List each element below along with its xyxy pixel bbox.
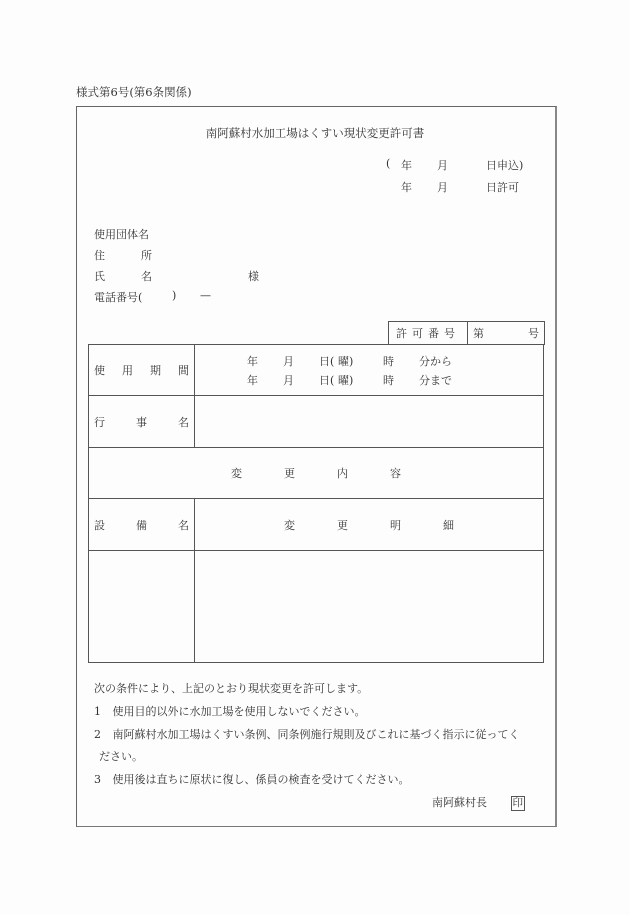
header-char: 明 bbox=[390, 518, 401, 532]
usage-period-row bbox=[89, 345, 544, 396]
change-details-header bbox=[195, 499, 544, 551]
name-label-char: 氏 bbox=[94, 270, 105, 283]
change-details-field[interactable] bbox=[195, 551, 544, 663]
from-weekday: 曜) bbox=[338, 354, 354, 368]
permit-number-box bbox=[388, 321, 545, 345]
event-name-row bbox=[89, 396, 544, 448]
to-weekday: 曜) bbox=[338, 373, 354, 387]
event-name-field[interactable] bbox=[195, 396, 544, 448]
header-char: 更 bbox=[337, 518, 348, 532]
to-minute: 分まで bbox=[419, 373, 452, 387]
header-char: 細 bbox=[443, 518, 454, 532]
change-contents-header-row bbox=[89, 448, 544, 499]
usage-period-label bbox=[89, 345, 195, 396]
condition-item-2-continued: ださい。 bbox=[99, 750, 143, 763]
address-label-char: 住 bbox=[94, 249, 105, 262]
phone-label bbox=[94, 289, 211, 305]
label-char: 名 bbox=[178, 415, 189, 429]
to-year: 年 bbox=[247, 373, 258, 387]
phone-close-paren: ) bbox=[172, 289, 177, 302]
equipment-name-label bbox=[89, 499, 195, 551]
permission-month: 月 bbox=[437, 181, 448, 194]
condition-item-1 bbox=[94, 703, 366, 719]
to-month: 月 bbox=[283, 373, 294, 387]
condition-text: 使用目的以外に水加工場を使用しないでください。 bbox=[112, 705, 366, 718]
condition-item-3 bbox=[94, 771, 410, 787]
name-label-char: 名 bbox=[141, 270, 152, 283]
from-year: 年 bbox=[247, 354, 258, 368]
header-char: 容 bbox=[390, 467, 401, 480]
application-date bbox=[386, 157, 524, 172]
permission-day: 日許可 bbox=[486, 181, 519, 194]
from-month: 月 bbox=[283, 354, 294, 368]
usage-period-value[interactable] bbox=[195, 345, 544, 396]
change-contents-header bbox=[89, 448, 544, 499]
from-minute: 分から bbox=[419, 354, 452, 368]
permission-year: 年 bbox=[401, 181, 412, 194]
equipment-name-field[interactable] bbox=[89, 551, 195, 663]
document-title: 南阿蘇村水加工場はくすい現状変更許可書 bbox=[205, 126, 425, 140]
from-hour: 時 bbox=[383, 354, 394, 368]
application-day: 日申込) bbox=[486, 159, 524, 172]
header-char: 変 bbox=[284, 518, 295, 532]
period-from bbox=[195, 351, 543, 370]
name-label bbox=[94, 268, 259, 284]
address-label-char: 所 bbox=[141, 249, 152, 262]
header-char: 内 bbox=[337, 467, 348, 480]
label-char: 期 bbox=[150, 364, 161, 377]
permit-number-value bbox=[468, 322, 544, 345]
to-day: 日( bbox=[319, 373, 335, 387]
header-char: 更 bbox=[284, 467, 295, 480]
address-label bbox=[94, 247, 152, 263]
condition-number: 3 bbox=[94, 773, 101, 786]
to-hour: 時 bbox=[383, 373, 394, 387]
period-to bbox=[195, 370, 543, 389]
phone-label-text: 電話番号( bbox=[94, 291, 143, 304]
label-char: 名 bbox=[178, 518, 189, 532]
honorific: 様 bbox=[248, 270, 259, 283]
label-char: 間 bbox=[178, 364, 189, 377]
condition-number: 1 bbox=[94, 705, 101, 718]
permit-prefix: 第 bbox=[473, 327, 484, 340]
open-paren: ( bbox=[386, 157, 391, 170]
equipment-details-row bbox=[89, 551, 544, 663]
condition-text: 南阿蘇村水加工場はくすい条例、同条例施行規則及びこれに基づく指示に従ってく bbox=[112, 728, 520, 741]
permit-number-label: 許可番号 bbox=[389, 322, 468, 345]
application-year: 年 bbox=[401, 159, 412, 172]
label-char: 事 bbox=[136, 415, 147, 429]
usage-table bbox=[88, 344, 544, 663]
label-char: 備 bbox=[136, 518, 147, 532]
application-month: 月 bbox=[437, 159, 448, 172]
mayor-title: 南阿蘇村長 bbox=[432, 796, 487, 809]
label-char: 使 bbox=[94, 364, 105, 377]
seal-mark: 印 bbox=[512, 797, 523, 809]
label-char: 用 bbox=[122, 364, 133, 377]
condition-item-2 bbox=[94, 726, 520, 742]
group-name-label: 使用団体名 bbox=[94, 228, 149, 241]
from-day: 日( bbox=[319, 354, 335, 368]
equipment-header-row bbox=[89, 499, 544, 551]
label-char: 設 bbox=[94, 518, 105, 532]
header-char: 変 bbox=[231, 467, 242, 480]
label-char: 行 bbox=[94, 415, 105, 429]
event-name-label bbox=[89, 396, 195, 448]
condition-text: 使用後は直ちに原状に復し、係員の検査を受けてください。 bbox=[112, 773, 410, 786]
form-number: 様式第6号(第6条関係) bbox=[76, 85, 192, 99]
signature-block bbox=[432, 794, 525, 811]
permit-suffix: 号 bbox=[528, 327, 539, 340]
conditions-intro: 次の条件により、上記のとおり現状変更を許可します。 bbox=[94, 682, 369, 695]
condition-number: 2 bbox=[94, 728, 101, 741]
phone-dash: — bbox=[200, 289, 211, 302]
